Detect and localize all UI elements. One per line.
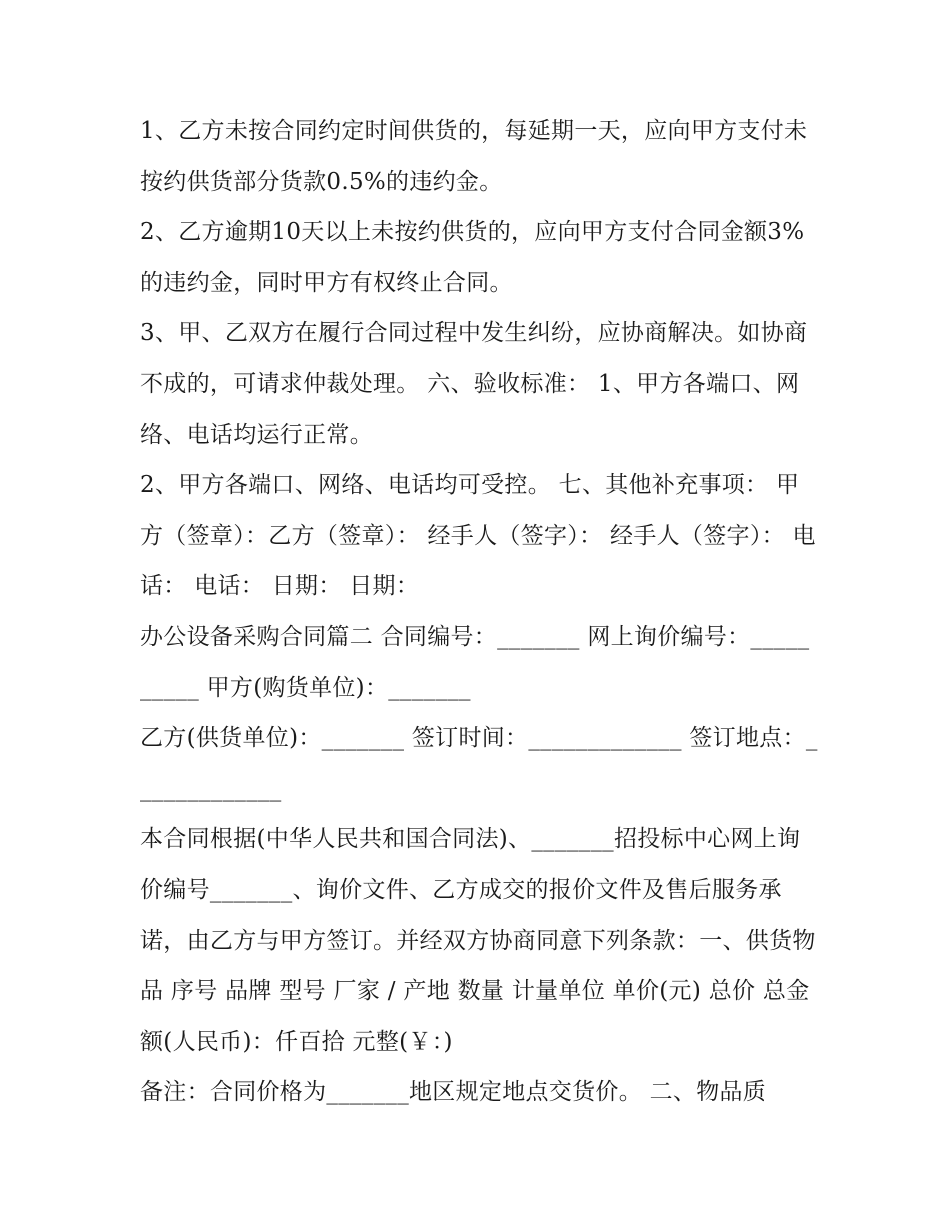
clause-late-delivery-penalty: 1、乙方未按合同约定时间供货的，每延期一天，应向甲方支付未按约供货部分货款0.5%的违约金。	[140, 118, 808, 195]
contract-two-basis: 本合同根据(中华人民共和国合同法)、_______招投标中心网上询价编号_______、询价文件、乙方成交的报价文件及售后服务承诺，由乙方与甲方签订。并经双方协商同意下列条款：一、供货物品 序号 品牌 型号 厂家 / 产地 数量 计量单位 单价(元) 总价 总金额(人民币)：仟百拾 元整(￥：)	[140, 826, 816, 1055]
clause-signatures: 2、甲方各端口、网络、电话均可受控。 七、其他补充事项： 甲方（签章）：乙方（签章）： 经手人（签字）： 经手人（签字）： 电话： 电话： 日期： 日期：	[140, 472, 816, 600]
contract-two-remark: 备注：合同价格为_______地区规定地点交货价。 二、物品质	[140, 1079, 767, 1106]
clause-dispute-acceptance: 3、甲、乙双方在履行合同过程中发生纠纷，应协商解决。如协商不成的，可请求仲裁处理。 六、验收标准： 1、甲方各端口、网络、电话均运行正常。	[140, 320, 808, 448]
contract-two-header: 办公设备采购合同篇二 合同编号：_______ 网上询价编号：__________ 甲方(购货单位)：_______	[140, 623, 810, 701]
clause-overdue-termination: 2、乙方逾期10天以上未按约供货的，应向甲方支付合同金额3%的违约金，同时甲方有权终止合同。	[140, 219, 805, 296]
contract-two-supplier: 乙方(供货单位)：_______ 签订时间：_____________ 签订地点：_____________	[140, 725, 818, 802]
document-page	[140, 106, 820, 1118]
